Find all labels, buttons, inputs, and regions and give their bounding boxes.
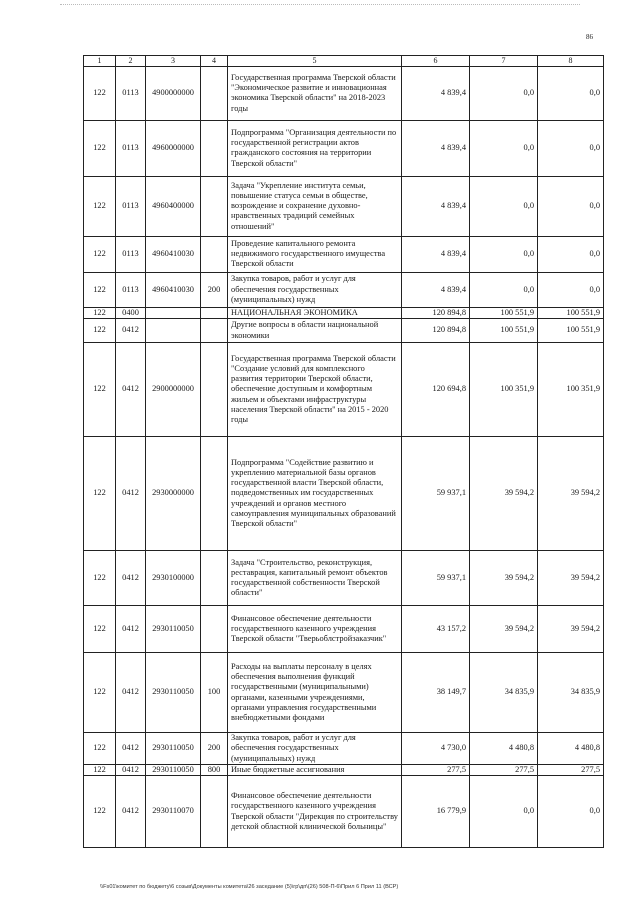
cell-amount-2019: 39 594,2	[470, 606, 538, 653]
cell-code-admin: 122	[84, 606, 116, 653]
cell-amount-2018: 59 937,1	[402, 437, 470, 551]
cell-amount-2019: 100 551,9	[470, 307, 538, 318]
cell-amount-2019: 39 594,2	[470, 551, 538, 606]
cell-amount-2019: 277,5	[470, 764, 538, 775]
header-cell: 4	[201, 56, 228, 67]
cell-expense-type: 200	[201, 272, 228, 307]
cell-amount-2020: 39 594,2	[538, 551, 604, 606]
cell-section: 0412	[116, 606, 146, 653]
cell-amount-2020: 39 594,2	[538, 437, 604, 551]
cell-description: Финансовое обеспечение деятельности государственного казенного учреждения Тверской области "Тверьоблстройзаказчик"	[228, 606, 402, 653]
cell-code-admin: 122	[84, 66, 116, 120]
cell-target-article: 4960400000	[146, 176, 201, 236]
cell-expense-type	[201, 606, 228, 653]
cell-amount-2020: 277,5	[538, 764, 604, 775]
cell-description: НАЦИОНАЛЬНАЯ ЭКОНОМИКА	[228, 307, 402, 318]
cell-description: Задача "Строительство, реконструкция, реставрация, капитальный ремонт объектов государственной собственности Тверской области"	[228, 551, 402, 606]
cell-amount-2019: 34 835,9	[470, 653, 538, 733]
table-row	[84, 272, 604, 307]
cell-target-article	[146, 307, 201, 318]
cell-amount-2020: 34 835,9	[538, 653, 604, 733]
cell-amount-2020: 0,0	[538, 776, 604, 848]
table-row	[84, 653, 604, 733]
page-number: 86	[586, 33, 593, 41]
cell-expense-type	[201, 437, 228, 551]
cell-amount-2019: 0,0	[470, 272, 538, 307]
budget-table	[83, 55, 604, 848]
cell-description: Закупка товаров, работ и услуг для обеспечения государственных (муниципальных) нужд	[228, 272, 402, 307]
cell-code-admin: 122	[84, 437, 116, 551]
cell-description: Расходы на выплаты персоналу в целях обеспечения выполнения функций государственными (муниципальными) органами, казенными учреждениями, органами управления государственными внебюджетными фондами	[228, 653, 402, 733]
cell-expense-type	[201, 776, 228, 848]
header-cell: 6	[402, 56, 470, 67]
table-row	[84, 120, 604, 176]
cell-section: 0412	[116, 437, 146, 551]
cell-amount-2020: 100 351,9	[538, 343, 604, 437]
cell-code-admin: 122	[84, 236, 116, 272]
table-row	[84, 733, 604, 765]
cell-section: 0113	[116, 66, 146, 120]
cell-expense-type: 100	[201, 653, 228, 733]
header-cell: 5	[228, 56, 402, 67]
cell-target-article: 2930110050	[146, 653, 201, 733]
cell-expense-type	[201, 343, 228, 437]
header-cell: 7	[470, 56, 538, 67]
cell-description: Иные бюджетные ассигнования	[228, 764, 402, 775]
cell-amount-2019: 100 551,9	[470, 319, 538, 343]
header-cell: 1	[84, 56, 116, 67]
cell-code-admin: 122	[84, 176, 116, 236]
cell-target-article: 2930110050	[146, 606, 201, 653]
cell-description: Проведение капитального ремонта недвижимого государственного имущества Тверской области	[228, 236, 402, 272]
cell-amount-2018: 38 149,7	[402, 653, 470, 733]
cell-expense-type	[201, 176, 228, 236]
cell-amount-2018: 59 937,1	[402, 551, 470, 606]
cell-target-article: 2930110050	[146, 764, 201, 775]
cell-code-admin: 122	[84, 307, 116, 318]
cell-amount-2018: 4 839,4	[402, 272, 470, 307]
cell-description: Подпрограмма "Содействие развитию и укреплению материальной базы органов государственной власти Тверской области, подведомственных им государственных учреждений и органов местного самоуправления муниципальных образований Тверской области"	[228, 437, 402, 551]
cell-section: 0412	[116, 764, 146, 775]
cell-expense-type	[201, 236, 228, 272]
cell-amount-2020: 0,0	[538, 120, 604, 176]
cell-section: 0412	[116, 733, 146, 765]
cell-amount-2020: 39 594,2	[538, 606, 604, 653]
cell-code-admin: 122	[84, 343, 116, 437]
table-row	[84, 66, 604, 120]
cell-expense-type	[201, 551, 228, 606]
cell-description: Подпрограмма "Организация деятельности по государственной регистрации актов гражданского состояния на территории Тверской области"	[228, 120, 402, 176]
cell-code-admin: 122	[84, 551, 116, 606]
cell-amount-2019: 0,0	[470, 120, 538, 176]
cell-section: 0113	[116, 120, 146, 176]
cell-code-admin: 122	[84, 120, 116, 176]
table-row	[84, 176, 604, 236]
scan-artifact-line	[60, 4, 580, 6]
cell-target-article: 4960410030	[146, 272, 201, 307]
cell-code-admin: 122	[84, 272, 116, 307]
table-row	[84, 236, 604, 272]
table-row	[84, 343, 604, 437]
header-cell: 8	[538, 56, 604, 67]
cell-code-admin: 122	[84, 653, 116, 733]
cell-amount-2018: 4 730,0	[402, 733, 470, 765]
cell-amount-2018: 4 839,4	[402, 176, 470, 236]
cell-expense-type	[201, 120, 228, 176]
cell-code-admin: 122	[84, 319, 116, 343]
cell-code-admin: 122	[84, 733, 116, 765]
cell-expense-type	[201, 307, 228, 318]
cell-amount-2019: 0,0	[470, 776, 538, 848]
cell-target-article: 2930110070	[146, 776, 201, 848]
cell-code-admin: 122	[84, 776, 116, 848]
cell-section: 0412	[116, 343, 146, 437]
cell-target-article	[146, 319, 201, 343]
cell-amount-2018: 277,5	[402, 764, 470, 775]
cell-section: 0412	[116, 551, 146, 606]
cell-code-admin: 122	[84, 764, 116, 775]
cell-section: 0400	[116, 307, 146, 318]
header-cell: 2	[116, 56, 146, 67]
table-row	[84, 437, 604, 551]
cell-expense-type: 800	[201, 764, 228, 775]
cell-section: 0113	[116, 176, 146, 236]
cell-amount-2020: 0,0	[538, 176, 604, 236]
cell-amount-2018: 120 894,8	[402, 307, 470, 318]
table-row	[84, 551, 604, 606]
table-row	[84, 319, 604, 343]
cell-amount-2020: 4 480,8	[538, 733, 604, 765]
file-path-footer: \\Fs01\комитет по бюджету\6 созыв\Документы комитета\26 заседание (5)\гр\дп\(26) 508-П-6\Прил 6 Прил 11 (ВСР)	[100, 884, 399, 890]
cell-description: Закупка товаров, работ и услуг для обеспечения государственных (муниципальных) нужд	[228, 733, 402, 765]
cell-section: 0412	[116, 653, 146, 733]
cell-amount-2018: 4 839,4	[402, 236, 470, 272]
cell-target-article: 2930000000	[146, 437, 201, 551]
cell-target-article: 2900000000	[146, 343, 201, 437]
cell-description: Задача "Укрепление института семьи, повышение статуса семьи в обществе, возрождение и сохранение духовно-нравственных традиций семейных отношений"	[228, 176, 402, 236]
header-cell: 3	[146, 56, 201, 67]
cell-amount-2018: 4 839,4	[402, 120, 470, 176]
cell-amount-2020: 100 551,9	[538, 319, 604, 343]
cell-amount-2018: 120 694,8	[402, 343, 470, 437]
cell-target-article: 4960410030	[146, 236, 201, 272]
cell-description: Государственная программа Тверской области "Создание условий для комплексного развития территории Тверской области, обеспечение доступным и комфортным жильем и объектами инфраструктуры населения Тверской области" на 2015 - 2020 годы	[228, 343, 402, 437]
cell-expense-type	[201, 66, 228, 120]
cell-amount-2018: 120 894,8	[402, 319, 470, 343]
cell-amount-2020: 0,0	[538, 66, 604, 120]
cell-amount-2018: 4 839,4	[402, 66, 470, 120]
cell-section: 0412	[116, 776, 146, 848]
cell-amount-2019: 39 594,2	[470, 437, 538, 551]
cell-expense-type	[201, 319, 228, 343]
table-row	[84, 307, 604, 318]
cell-expense-type: 200	[201, 733, 228, 765]
table-row	[84, 606, 604, 653]
cell-target-article: 2930110050	[146, 733, 201, 765]
cell-amount-2018: 16 779,9	[402, 776, 470, 848]
cell-amount-2019: 4 480,8	[470, 733, 538, 765]
cell-target-article: 2930100000	[146, 551, 201, 606]
cell-amount-2019: 0,0	[470, 66, 538, 120]
cell-amount-2019: 100 351,9	[470, 343, 538, 437]
cell-amount-2018: 43 157,2	[402, 606, 470, 653]
cell-description: Финансовое обеспечение деятельности государственного казенного учреждения Тверской области "Дирекция по строительству детской областной клинической больницы"	[228, 776, 402, 848]
cell-amount-2019: 0,0	[470, 236, 538, 272]
table-header-row	[84, 56, 604, 67]
cell-description: Другие вопросы в области национальной экономики	[228, 319, 402, 343]
cell-target-article: 4960000000	[146, 120, 201, 176]
cell-amount-2020: 100 551,9	[538, 307, 604, 318]
cell-target-article: 4900000000	[146, 66, 201, 120]
table-row	[84, 764, 604, 775]
cell-section: 0412	[116, 319, 146, 343]
cell-section: 0113	[116, 272, 146, 307]
cell-amount-2020: 0,0	[538, 236, 604, 272]
cell-section: 0113	[116, 236, 146, 272]
cell-amount-2019: 0,0	[470, 176, 538, 236]
cell-description: Государственная программа Тверской области "Экономическое развитие и инновационная экономика Тверской области" на 2018-2023 годы	[228, 66, 402, 120]
table-row	[84, 776, 604, 848]
cell-amount-2020: 0,0	[538, 272, 604, 307]
